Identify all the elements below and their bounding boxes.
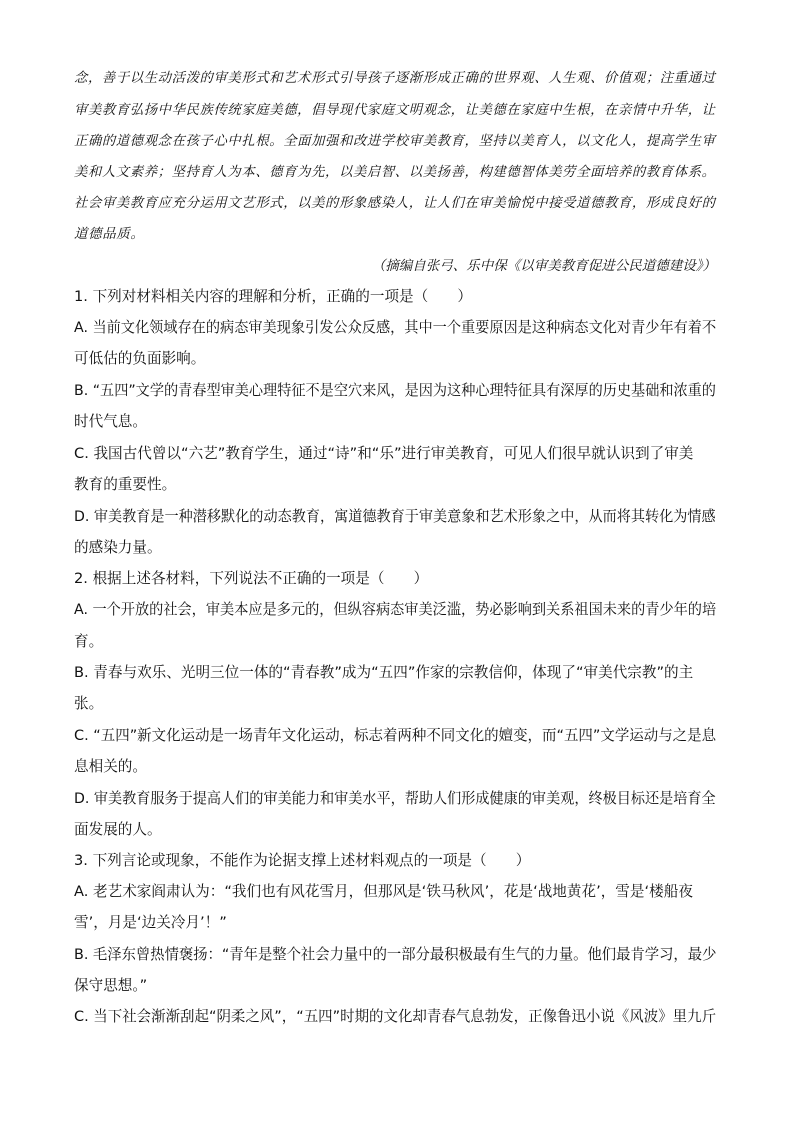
passage-line: 美和人文素养；坚持育人为本、德育为先，以美启智、以美扬善，构建德智体美劳全面培养的教育体系。 bbox=[74, 164, 716, 180]
option-line: 雪’，月是‘边关冷月’！” bbox=[74, 914, 227, 931]
option-line: 可低估的负面影响。 bbox=[74, 350, 206, 367]
option-line: 时代气息。 bbox=[74, 413, 147, 430]
option-line: 息相关的。 bbox=[74, 758, 147, 775]
option-line: A. 老艺术家阎肃认为：“我们也有风花雪月，但那风是‘铁马秋风’，花是‘战地黄花’，雪是‘楼船夜 bbox=[74, 883, 693, 900]
option-line: D. 审美教育是一种潜移默化的动态教育，寓道德教育于审美意象和艺术形象之中，从而将其转化为情感 bbox=[74, 508, 716, 525]
option-line: 育。 bbox=[74, 633, 104, 650]
question-stem: 1. 下列对材料相关内容的理解和分析，正确的一项是（ ） bbox=[74, 288, 473, 305]
option-line: B. 毛泽东曾热情褒扬：“青年是整个社会力量中的一部分最积极最有生气的力量。他们最肯学习，最少 bbox=[74, 946, 717, 963]
option-line: 的感染力量。 bbox=[74, 539, 162, 556]
passage-line: 念，善于以生动活泼的审美形式和艺术形式引导孩子逐渐形成正确的世界观、人生观、价值观；注重通过 bbox=[74, 70, 716, 86]
option-line: B. 青春与欢乐、光明三位一体的“青春教”成为“五四”作家的宗教信仰，体现了“审美代宗教”的主 bbox=[74, 664, 694, 681]
question-stem: 3. 下列言论或现象，不能作为论据支撑上述材料观点的一项是（ ） bbox=[74, 852, 531, 869]
passage-line: 道德品质。 bbox=[74, 226, 145, 242]
option-line: 教育的重要性。 bbox=[74, 476, 177, 493]
option-line: A. 一个开放的社会，审美本应是多元的，但纵容病态审美泛滥，势必影响到关系祖国未来的青少年的培 bbox=[74, 601, 717, 618]
option-line: C. 当下社会渐渐刮起“阴柔之风”，“五四”时期的文化却青春气息勃发，正像鲁迅小说《风波》里九斤 bbox=[74, 1008, 717, 1025]
option-line: 保守思想。” bbox=[74, 977, 148, 994]
passage-line: 社会审美教育应充分运用文艺形式，以美的形象感染人，让人们在审美愉悦中接受道德教育，形成良好的 bbox=[74, 195, 716, 211]
option-line: B. “五四”文学的青春型审美心理特征不是空穴来风，是因为这种心理特征具有深厚的历史基础和浓重的 bbox=[74, 382, 716, 399]
question-stem: 2. 根据上述各材料，下列说法不正确的一项是（ ） bbox=[74, 570, 429, 587]
option-line: D. 审美教育服务于提高人们的审美能力和审美水平，帮助人们形成健康的审美观，终极目标还是培育全 bbox=[74, 790, 716, 807]
option-line: 面发展的人。 bbox=[74, 821, 162, 838]
source-citation: （摘编自张弓、乐中保《以审美教育促进公民道德建设》） bbox=[371, 258, 716, 274]
option-line: C. 我国古代曾以“六艺”教育学生，通过“诗”和“乐”进行审美教育，可见人们很早就认识到了审美 bbox=[74, 445, 694, 462]
passage-line: 正确的道德观念在孩子心中扎根。全面加强和改进学校审美教育，坚持以美育人，以文化人，提高学生审 bbox=[74, 133, 716, 149]
option-line: 张。 bbox=[74, 695, 104, 712]
passage-line: 审美教育弘扬中华民族传统家庭美德，倡导现代家庭文明观念，让美德在家庭中生根，在亲情中升华，让 bbox=[74, 102, 716, 118]
option-line: C. “五四”新文化运动是一场青年文化运动，标志着两种不同文化的嬗变，而“五四”文学运动与之是息 bbox=[74, 727, 717, 744]
option-line: A. 当前文化领域存在的病态审美现象引发公众反感，其中一个重要原因是这种病态文化对青少年有着不 bbox=[74, 319, 717, 336]
